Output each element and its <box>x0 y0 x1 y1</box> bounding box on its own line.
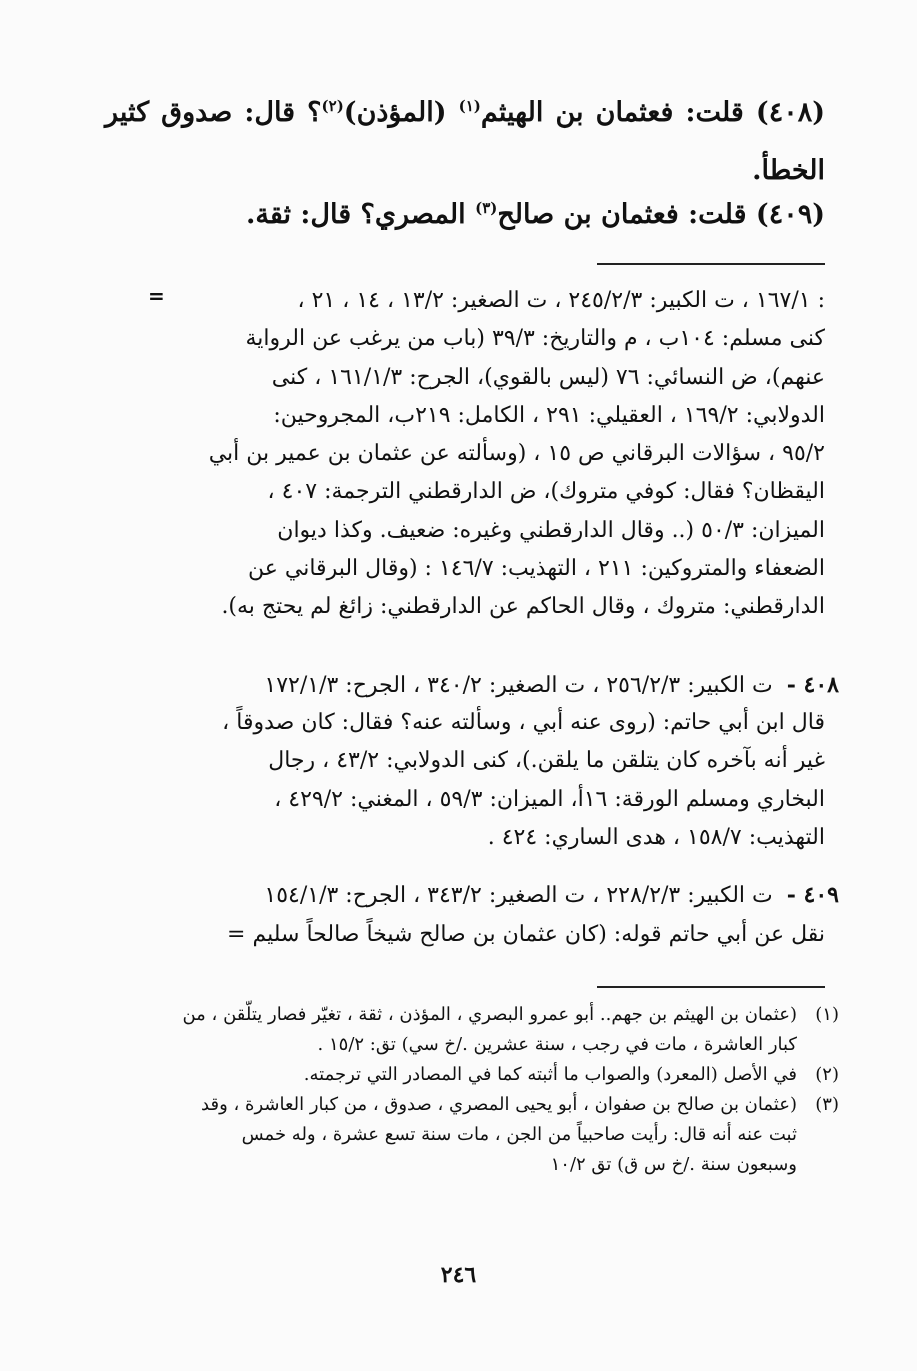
footnote-ref[interactable]: (٢) <box>321 97 344 115</box>
commentary-line: نقل عن أبي حاتم قوله: (كان عثمان بن صالح شيخاً صالحاً سليم = <box>227 922 825 947</box>
entry-text: ؟ قال: صدوق كثير الخطأ. <box>105 97 825 186</box>
commentary-line: كنى مسلم: ١٠٤ب ، م والتاريخ: ٣٩/٣ (باب من يرغب عن الرواية <box>245 326 825 352</box>
commentary-line: الدولابي: ١٦٩/٢ ، العقيلي: ٢٩١ ، الكامل: ٢١٩ب، المجروحين: <box>273 402 825 428</box>
footnote-line <box>119 1000 839 1030</box>
commentary-line: الدارقطني: متروك ، وقال الحاكم عن الدارقطني: زائغ لم يحتج به). <box>221 594 825 620</box>
footnotes <box>119 1000 839 1180</box>
footnote-line <box>119 1150 839 1180</box>
footnote-divider <box>597 986 825 988</box>
footnote-text: في الأصل (المعرد) والصواب ما أثبته كما في المصادر التي ترجمته. <box>303 1064 797 1085</box>
continuation-mark: = <box>148 284 165 308</box>
commentary-text: ت الكبير: ٢٢٨/٢/٣ ، ت الصغير: ٣٤٣/٢ ، الجرح: ١٥٤/١/٣ <box>264 883 773 908</box>
commentary-409-body <box>95 916 825 954</box>
commentary-line <box>115 876 839 914</box>
footnote-text: ثبت عنه أنه قال: رأيت صاحبياً من الجن ، مات سنة تسع عشرة ، وله خمس <box>241 1124 797 1145</box>
footnote-line <box>119 1090 839 1120</box>
entry-number: (٤٠٩) <box>755 199 825 230</box>
section-divider <box>597 263 825 265</box>
entry-408 <box>105 84 825 200</box>
commentary-line: ٩٥/٢ ، سؤالات البرقاني ص ١٥ ، (وسألته عن عثمان بن عمير بن أبي <box>208 441 825 467</box>
commentary-line <box>115 666 839 704</box>
commentary-409 <box>115 876 839 914</box>
commentary-line: الميزان: ٥٠/٣ (.. وقال الدارقطني وغيره: ضعيف. وكذا ديوان <box>277 517 825 543</box>
entry-text: قلت: فعثمان بن صالح <box>497 199 747 230</box>
footnote-line <box>119 1120 839 1150</box>
commentary-line: : ١٦٧/١ ، ت الكبير: ٢٤٥/٢/٣ ، ت الصغير: ١٣/٢ ، ١٤ ، ٢١ ، <box>297 288 825 313</box>
entry-text: قلت: فعثمان بن الهيثم <box>480 97 744 128</box>
commentary-number: ٤٠٩ - <box>786 882 839 908</box>
footnote-ref[interactable]: (١) <box>458 97 481 115</box>
commentary-text: ت الكبير: ٢٥٦/٢/٣ ، ت الصغير: ٣٤٠/٢ ، الجرح: ١٧٢/١/٣ <box>264 673 773 698</box>
footnote-mark: (٣) <box>815 1094 839 1115</box>
commentary-408 <box>115 666 839 704</box>
footnote-line <box>119 1060 839 1090</box>
commentary-line: قال ابن أبي حاتم: (روى عنه أبي ، وسألته عنه؟ فقال: كان صدوقاً ، <box>222 710 825 735</box>
page-number: ٢٤٦ <box>440 1262 477 1288</box>
commentary-line: غير أنه بآخره كان يتلقن ما يلقن.)، كنى الدولابي: ٤٣/٢ ، رجال <box>268 748 825 774</box>
entry-number: (٤٠٨) <box>755 97 825 128</box>
commentary-block <box>115 282 825 627</box>
commentary-line: البخاري ومسلم الورقة: ١٦أ، الميزان: ٥٩/٣ ، المغني: ٤٢٩/٢ ، <box>274 786 825 812</box>
footnote-text: (عثمان بن صالح بن صفوان ، أبو يحيى المصري ، صدوق ، من كبار العاشرة ، وقد <box>201 1094 797 1115</box>
footnote-mark: (١) <box>815 1004 839 1025</box>
commentary-line: التهذيب: ١٥٨/٧ ، هدى الساري: ٤٢٤ . <box>487 824 825 850</box>
entry-text: (المؤذن) <box>343 97 447 128</box>
entry-409 <box>105 186 825 244</box>
footnote-ref[interactable]: (٣) <box>475 199 498 217</box>
footnote-line <box>119 1030 839 1060</box>
commentary-line: الضعفاء والمتروكين: ٢١١ ، التهذيب: ١٤٦/٧ : (وقال البرقاني عن <box>248 556 825 582</box>
commentary-line: اليقظان؟ فقال: كوفي متروك)، ض الدارقطني الترجمة: ٤٠٧ ، <box>267 479 825 505</box>
footnote-text: (عثمان بن الهيثم بن جهم.. أبو عمرو البصري ، المؤذن ، ثقة ، تغيّر فصار يتلّقن ، من <box>182 1004 797 1025</box>
footnote-text: وسبعون سنة ./خ س ق) تق ١٠/٢ <box>550 1154 797 1175</box>
commentary-line: عنهم)، ض النسائي: ٧٦ (ليس بالقوي)، الجرح: ١٦١/١/٣ ، كنى <box>271 364 825 390</box>
footnote-mark: (٢) <box>815 1064 839 1085</box>
commentary-408-body <box>115 704 825 857</box>
entry-text: المصري؟ قال: ثقة. <box>245 199 466 230</box>
commentary-number: ٤٠٨ - <box>786 672 839 698</box>
footnote-text: كبار العاشرة ، مات في رجب ، سنة عشرين ./خ سي) تق: ١٥/٢ . <box>317 1034 797 1055</box>
